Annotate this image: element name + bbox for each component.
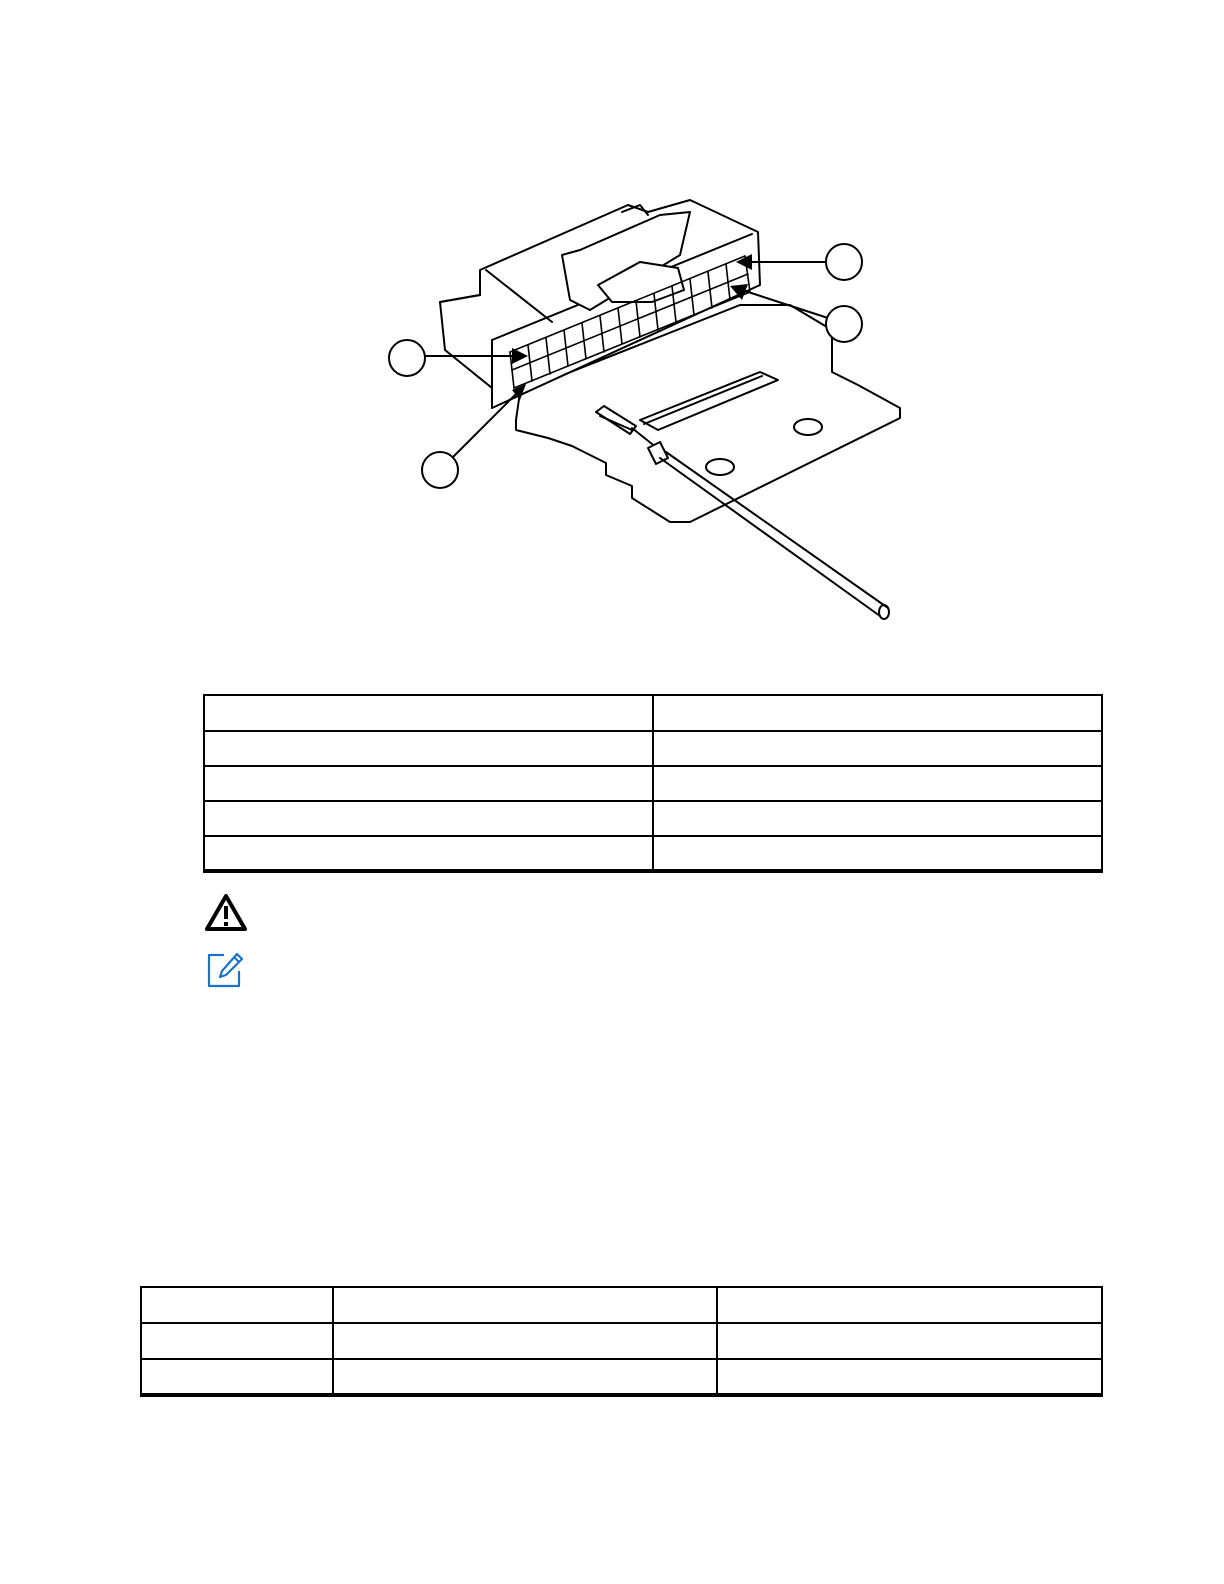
table-row: [141, 1323, 1102, 1359]
caution-triangle-icon: [204, 893, 248, 933]
callout-4: [422, 452, 458, 488]
callout-3: [389, 340, 425, 376]
table-cell: [333, 1359, 717, 1395]
table-row: [204, 836, 1102, 871]
table-cell: [653, 731, 1102, 766]
table-cell: [653, 801, 1102, 836]
table-cell: [653, 766, 1102, 801]
table-cell: [141, 1323, 333, 1359]
table-header-row: [141, 1287, 1102, 1323]
table-cell: [717, 1323, 1102, 1359]
table-cell: [333, 1323, 717, 1359]
table-cell: [204, 801, 653, 836]
callout-table: [203, 694, 1103, 873]
table-cell: [204, 766, 653, 801]
table-cell: [717, 1359, 1102, 1395]
note-pencil-icon: [206, 951, 244, 989]
header-cell: [653, 695, 1102, 731]
table-row: [204, 766, 1102, 801]
parts-table: [140, 1286, 1103, 1397]
callout-2: [826, 306, 862, 342]
table-row: [204, 731, 1102, 766]
header-cell: [333, 1287, 717, 1323]
table-cell: [204, 731, 653, 766]
table-cell: [141, 1359, 333, 1395]
header-cell: [204, 695, 653, 731]
header-cell: [141, 1287, 333, 1323]
table-cell: [653, 836, 1102, 871]
table-row: [141, 1359, 1102, 1395]
connector-illustration: [0, 0, 1224, 660]
table-header-row: [204, 695, 1102, 731]
table-cell: [204, 836, 653, 871]
callout-1: [826, 244, 862, 280]
header-cell: [717, 1287, 1102, 1323]
table-row: [204, 801, 1102, 836]
